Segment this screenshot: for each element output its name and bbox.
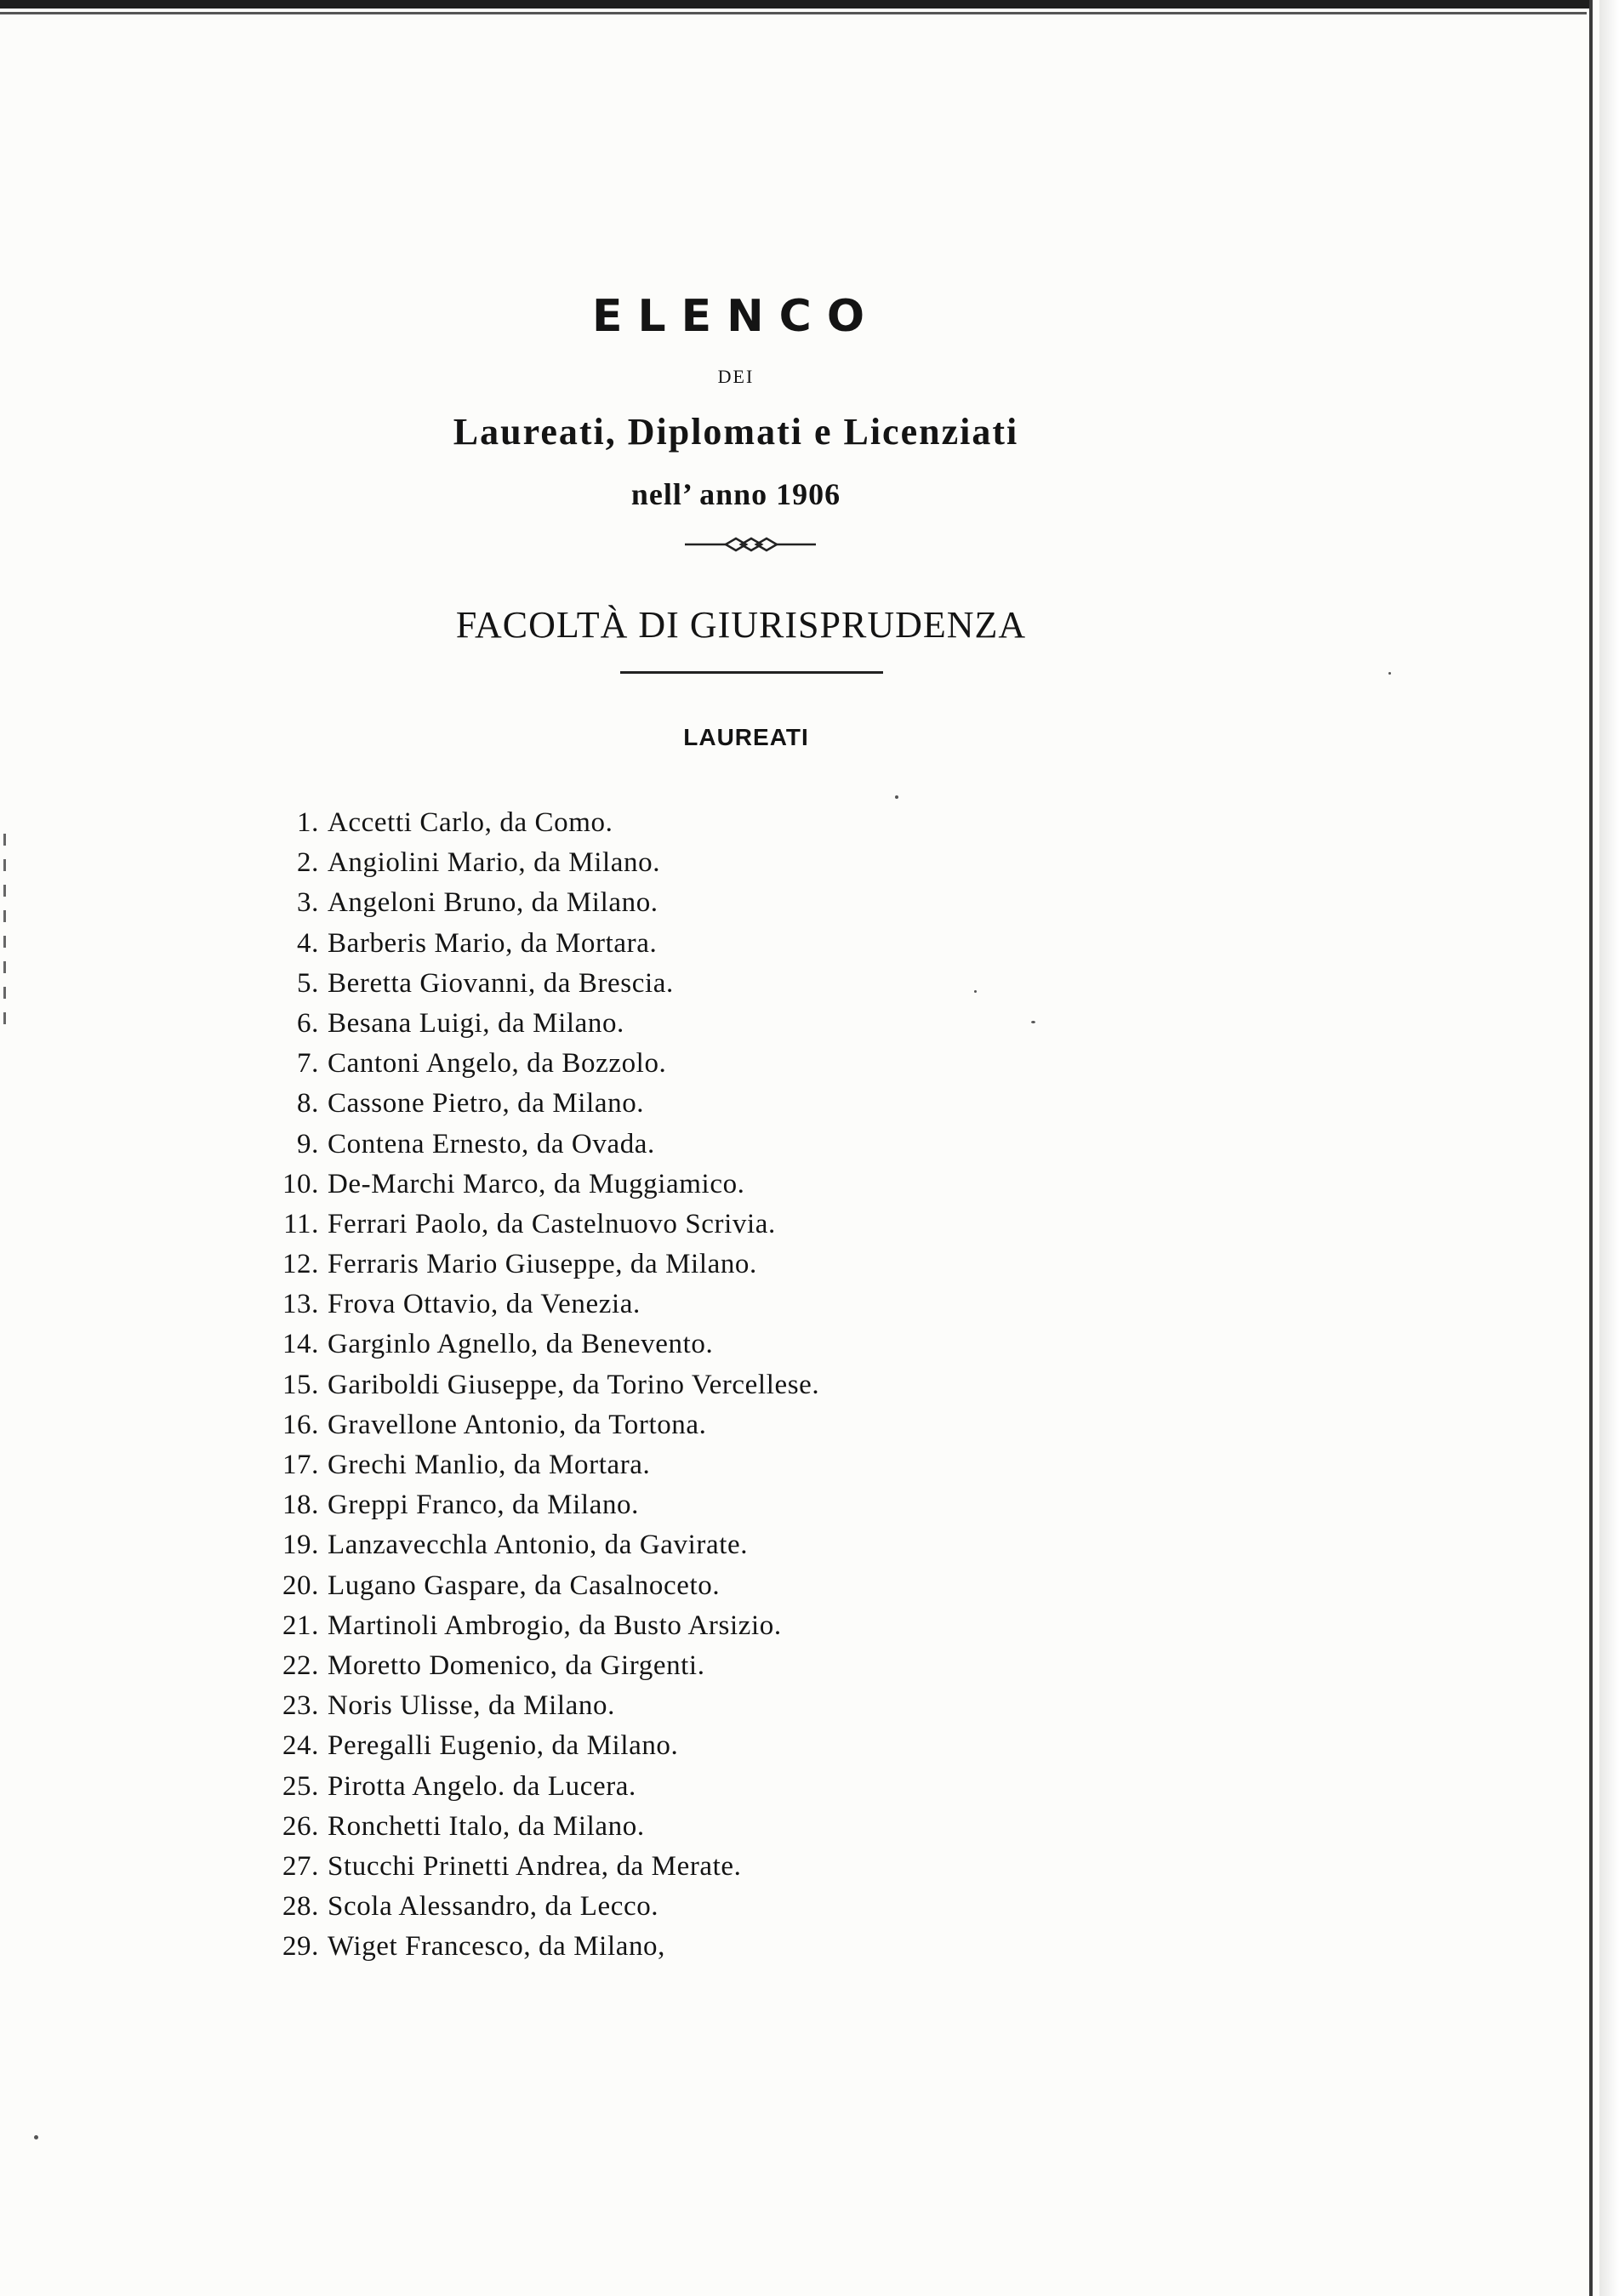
graduate-number: 27. (282, 1850, 319, 1882)
graduate-entry (247, 1566, 1012, 1606)
graduate-entry (247, 1325, 1012, 1364)
graduate-name: Ferraris Mario Giuseppe, da Milano. (328, 1249, 757, 1280)
graduate-name: Wiget Francesco, da Milano, (328, 1931, 666, 1963)
graduate-name: Garginlo Agnello, da Benevento. (328, 1329, 714, 1360)
graduate-name: Gravellone Antonio, da Tortona. (328, 1409, 707, 1440)
graduate-entry (247, 1927, 1012, 1967)
graduate-name: Lanzavecchla Antonio, da Gavirate. (328, 1530, 749, 1561)
graduate-number: 25. (282, 1770, 319, 1802)
graduate-entry (247, 883, 1012, 923)
graduate-number: 11. (283, 1208, 319, 1239)
graduate-name: Angeloni Bruno, da Milano. (328, 887, 658, 919)
graduate-name: Accetti Carlo, da Como. (328, 807, 613, 838)
graduate-name: Beretta Giovanni, da Brescia. (328, 967, 674, 999)
graduate-entry (247, 1686, 1012, 1726)
graduate-number: 10. (282, 1168, 319, 1199)
graduate-entry (247, 964, 1012, 1004)
graduate-number: 8. (297, 1088, 319, 1120)
graduate-number: 6. (297, 1007, 319, 1039)
section-heading: LAUREATI (683, 724, 809, 750)
graduate-number: 1. (297, 807, 319, 838)
graduate-name: Lugano Gaspare, da Casalnoceto. (328, 1570, 721, 1601)
graduate-number: 23. (282, 1690, 319, 1722)
faculty-heading: FACOLTÀ DI GIURISPRUDENZA (455, 604, 1027, 646)
graduate-entry (247, 1044, 1012, 1084)
graduate-name: Martinoli Ambrogio, da Busto Arsizio. (328, 1609, 782, 1641)
graduate-number: 12. (282, 1249, 319, 1280)
graduate-entry (247, 1525, 1012, 1565)
document-subtitle: Laureati, Diplomati e Licenziati (453, 411, 1019, 453)
graduate-name: Peregalli Eugenio, da Milano. (328, 1730, 679, 1762)
graduate-name: Ronchetti Italo, da Milano. (328, 1810, 645, 1842)
graduate-number: 29. (282, 1931, 319, 1963)
graduate-name: Besana Luigi, da Milano. (328, 1007, 624, 1039)
graduate-name: Pirotta Angelo. da Lucera. (328, 1770, 636, 1802)
graduate-entry (247, 1245, 1012, 1285)
graduate-entry (247, 1084, 1012, 1124)
scan-speck (895, 795, 898, 799)
graduate-number: 24. (282, 1730, 319, 1762)
graduate-list (247, 803, 1012, 1967)
graduate-number: 3. (297, 887, 319, 919)
graduate-number: 4. (297, 927, 319, 959)
scan-speck (1388, 672, 1391, 675)
graduate-number: 16. (282, 1409, 319, 1440)
graduate-name: De-Marchi Marco, da Muggiamico. (328, 1168, 745, 1199)
graduate-entry (247, 1285, 1012, 1325)
graduate-name: Barberis Mario, da Mortara. (328, 927, 658, 959)
scan-speck (34, 2135, 38, 2139)
graduate-entry (247, 924, 1012, 964)
graduate-entry (247, 803, 1012, 843)
graduate-name: Moretto Domenico, da Girgenti. (328, 1649, 705, 1681)
graduate-number: 26. (282, 1810, 319, 1842)
graduate-entry (247, 1807, 1012, 1847)
scan-speck (974, 990, 977, 993)
graduate-name: Grechi Manlio, da Mortara. (328, 1450, 651, 1480)
graduate-entry (247, 1726, 1012, 1766)
graduate-name: Scola Alessandro, da Lecco. (328, 1891, 659, 1923)
graduate-entry (247, 1165, 1012, 1205)
graduate-entry (247, 843, 1012, 883)
graduate-name: Angiolini Mario, da Milano. (328, 847, 661, 879)
graduate-number: 17. (282, 1450, 319, 1480)
graduate-name: Frova Ottavio, da Venezia. (328, 1289, 641, 1320)
graduate-entry (247, 1606, 1012, 1646)
graduate-entry (247, 1445, 1012, 1485)
graduate-name: Ferrari Paolo, da Castelnuovo Scrivia. (328, 1208, 776, 1239)
graduate-entry (247, 1205, 1012, 1245)
top-border-rule (0, 0, 1591, 9)
ornament-divider-icon (685, 534, 816, 555)
graduate-number: 28. (282, 1891, 319, 1923)
graduate-number: 13. (282, 1289, 319, 1320)
document-title: ELENCO (591, 291, 881, 342)
graduate-number: 19. (282, 1530, 319, 1561)
graduate-entry (247, 1125, 1012, 1165)
graduate-name: Gariboldi Giuseppe, da Torino Vercellese. (328, 1369, 820, 1400)
graduate-entry (247, 1847, 1012, 1887)
graduate-number: 20. (282, 1570, 319, 1601)
graduate-entry (247, 1004, 1012, 1044)
document-year-line: nell’ anno 1906 (630, 477, 841, 511)
graduate-entry (247, 1405, 1012, 1445)
graduate-number: 9. (297, 1128, 319, 1159)
top-border-rule-thin (0, 12, 1587, 14)
graduate-number: 2. (297, 847, 319, 879)
graduate-name: Stucchi Prinetti Andrea, da Merate. (328, 1850, 742, 1882)
graduate-name: Cassone Pietro, da Milano. (328, 1088, 645, 1120)
graduate-entry (247, 1485, 1012, 1525)
graduate-name: Noris Ulisse, da Milano. (328, 1690, 615, 1722)
graduate-number: 22. (282, 1649, 319, 1681)
left-binding-mark (3, 834, 6, 1029)
graduate-number: 5. (297, 967, 319, 999)
document-dei: DEI (717, 366, 755, 387)
graduate-number: 18. (282, 1490, 319, 1521)
graduate-number: 21. (282, 1609, 319, 1641)
right-page-edge (1589, 0, 1593, 2296)
right-page-margin (1599, 0, 1619, 2296)
graduate-number: 7. (297, 1048, 319, 1080)
graduate-entry (247, 1365, 1012, 1405)
graduate-name: Contena Ernesto, da Ovada. (328, 1128, 655, 1159)
faculty-underline (620, 671, 883, 674)
graduate-entry (247, 1767, 1012, 1807)
graduate-entry (247, 1646, 1012, 1686)
graduate-number: 15. (282, 1369, 319, 1400)
graduate-entry (247, 1887, 1012, 1927)
graduate-name: Greppi Franco, da Milano. (328, 1490, 639, 1521)
graduate-number: 14. (282, 1329, 319, 1360)
scan-speck (1031, 1021, 1035, 1023)
graduate-name: Cantoni Angelo, da Bozzolo. (328, 1048, 667, 1080)
